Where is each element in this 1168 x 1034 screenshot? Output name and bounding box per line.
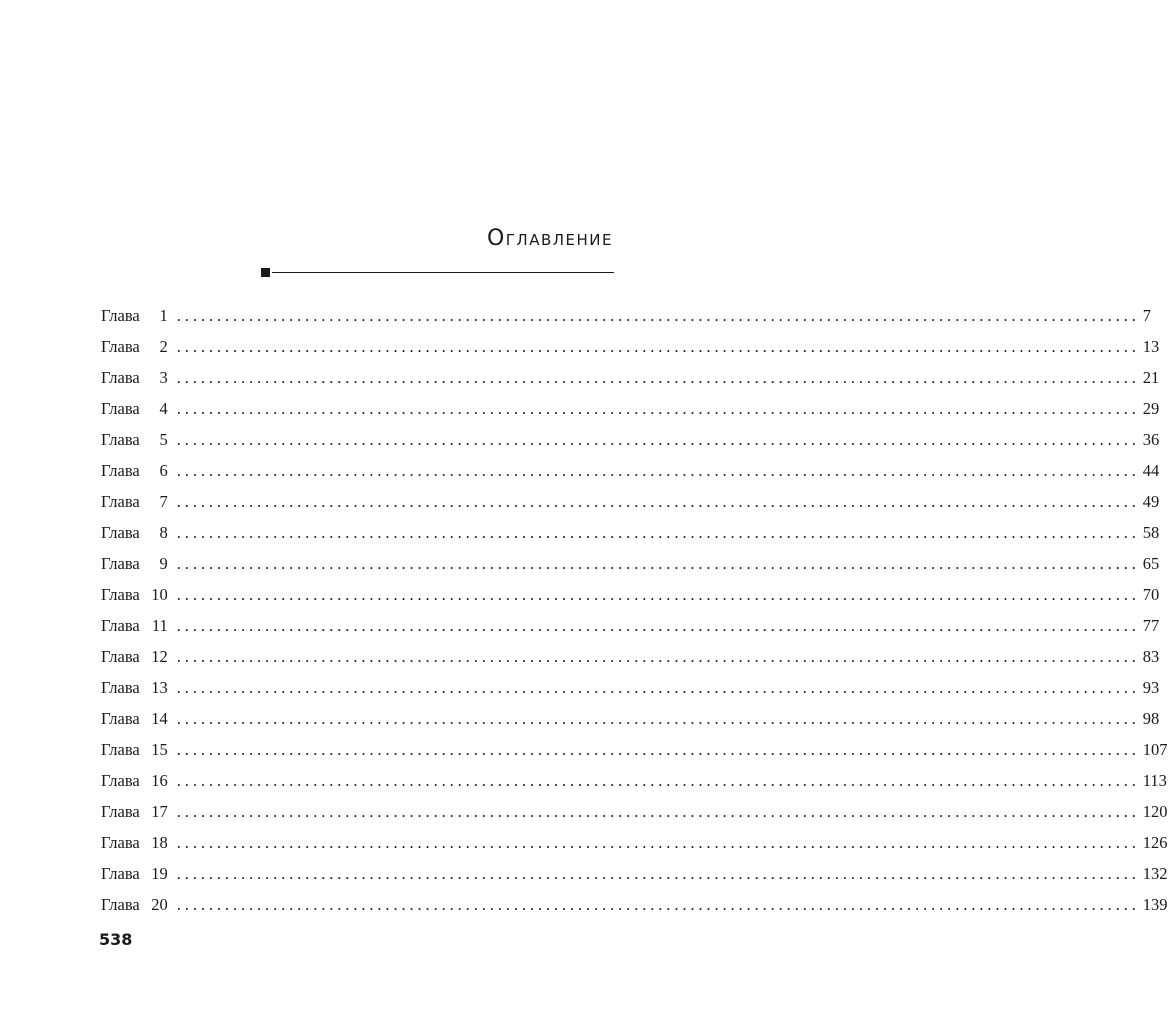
dot-leader: ........................................................................................................................ (176, 368, 1140, 387)
dot-leader: ........................................................................................................................ (176, 678, 1140, 697)
chapter-number: 2 (159, 337, 168, 356)
chapter-number: 16 (151, 771, 168, 790)
dot-leader: ........................................................................................................................ (176, 492, 1140, 511)
dot-leader: ........................................................................................................................ (176, 802, 1140, 821)
dot-leader: ........................................................................................................................ (176, 337, 1140, 356)
chapter-label: Глава (101, 430, 140, 449)
chapter-number: 10 (151, 585, 168, 604)
dot-leader: ........................................................................................................................ (176, 647, 1140, 666)
chapter-label: Глава (101, 771, 140, 790)
chapter-page: 77 (1142, 616, 1160, 635)
toc-entry[interactable] (101, 331, 1160, 362)
chapter-number: 12 (151, 647, 168, 666)
toc-entry[interactable] (101, 796, 1168, 827)
toc-entry[interactable] (101, 517, 1160, 548)
chapter-label: Глава (101, 554, 140, 573)
chapter-label: Глава (101, 864, 140, 883)
chapter-page: 58 (1142, 523, 1160, 542)
chapter-number: 4 (159, 399, 168, 418)
chapter-page: 83 (1142, 647, 1160, 666)
chapter-number: 13 (151, 678, 168, 697)
toc-entry[interactable] (101, 858, 1168, 889)
chapter-number: 20 (151, 895, 168, 914)
dot-leader: ........................................................................................................................ (176, 771, 1140, 790)
dot-leader: ........................................................................................................................ (176, 585, 1140, 604)
chapter-page: 126 (1142, 833, 1168, 852)
chapter-number: 6 (159, 461, 168, 480)
chapter-label: Глава (101, 461, 140, 480)
chapter-page: 113 (1142, 771, 1167, 790)
chapter-page: 139 (1142, 895, 1168, 914)
chapter-number: 3 (159, 368, 168, 387)
dot-leader: ........................................................................................................................ (176, 833, 1140, 852)
chapter-page: 132 (1142, 864, 1168, 883)
toc-entry[interactable] (101, 703, 1160, 734)
chapter-label: Глава (101, 802, 140, 821)
chapter-number: 17 (151, 802, 168, 821)
chapter-label: Глава (101, 337, 140, 356)
title-rule (261, 268, 614, 278)
chapter-number: 9 (159, 554, 168, 573)
chapter-label: Глава (101, 585, 140, 604)
toc-entry[interactable] (101, 362, 1160, 393)
toc-entry[interactable] (101, 610, 1160, 641)
toc-entry[interactable] (101, 455, 1160, 486)
chapter-label: Глава (101, 368, 140, 387)
dot-leader: ........................................................................................................................ (176, 306, 1140, 325)
chapter-page: 13 (1142, 337, 1160, 356)
chapter-label: Глава (101, 616, 140, 635)
dot-leader: ........................................................................................................................ (176, 554, 1140, 573)
chapter-number: 18 (151, 833, 168, 852)
chapter-label: Глава (101, 709, 140, 728)
dot-leader: ........................................................................................................................ (176, 864, 1140, 883)
chapter-number: 5 (159, 430, 168, 449)
chapter-label: Глава (101, 833, 140, 852)
square-bullet-icon (261, 268, 270, 277)
page-title: Оглавление (486, 226, 613, 251)
divider-line (272, 272, 614, 273)
dot-leader: ........................................................................................................................ (176, 523, 1140, 542)
dot-leader: ........................................................................................................................ (176, 616, 1140, 635)
dot-leader: ........................................................................................................................ (176, 709, 1140, 728)
toc-entry[interactable] (101, 548, 1160, 579)
dot-leader: ........................................................................................................................ (176, 430, 1140, 449)
chapter-number: 19 (151, 864, 168, 883)
chapter-number: 14 (151, 709, 168, 728)
toc-entry[interactable] (101, 486, 1160, 517)
chapter-label: Глава (101, 740, 140, 759)
chapter-page: 7 (1142, 306, 1152, 325)
chapter-page: 70 (1142, 585, 1160, 604)
chapter-page: 93 (1142, 678, 1160, 697)
chapter-label: Глава (101, 647, 140, 666)
toc-entry[interactable] (101, 734, 1168, 765)
toc-entry[interactable] (101, 672, 1160, 703)
chapter-number: 7 (159, 492, 168, 511)
chapter-label: Глава (101, 492, 140, 511)
toc-entry[interactable] (101, 641, 1160, 672)
chapter-page: 29 (1142, 399, 1160, 418)
page-number: 538 (99, 930, 133, 949)
chapter-number: 11 (151, 616, 168, 635)
table-of-contents (101, 300, 1168, 920)
toc-entry[interactable] (101, 424, 1160, 455)
dot-leader: ........................................................................................................................ (176, 895, 1140, 914)
chapter-page: 65 (1142, 554, 1160, 573)
toc-entry[interactable] (101, 300, 1152, 331)
toc-entry[interactable] (101, 393, 1160, 424)
chapter-label: Глава (101, 306, 140, 325)
chapter-page: 107 (1142, 740, 1168, 759)
chapter-page: 44 (1142, 461, 1160, 480)
chapter-page: 49 (1142, 492, 1160, 511)
toc-entry[interactable] (101, 765, 1167, 796)
chapter-page: 36 (1142, 430, 1160, 449)
toc-entry[interactable] (101, 827, 1168, 858)
chapter-page: 21 (1142, 368, 1160, 387)
toc-entry[interactable] (101, 579, 1160, 610)
dot-leader: ........................................................................................................................ (176, 461, 1140, 480)
chapter-number: 1 (159, 306, 168, 325)
chapter-label: Глава (101, 678, 140, 697)
dot-leader: ........................................................................................................................ (176, 399, 1140, 418)
chapter-number: 8 (159, 523, 168, 542)
chapter-number: 15 (151, 740, 168, 759)
chapter-page: 98 (1142, 709, 1160, 728)
toc-entry[interactable] (101, 889, 1168, 920)
chapter-page: 120 (1142, 802, 1168, 821)
chapter-label: Глава (101, 895, 140, 914)
chapter-label: Глава (101, 523, 140, 542)
dot-leader: ........................................................................................................................ (176, 740, 1140, 759)
chapter-label: Глава (101, 399, 140, 418)
